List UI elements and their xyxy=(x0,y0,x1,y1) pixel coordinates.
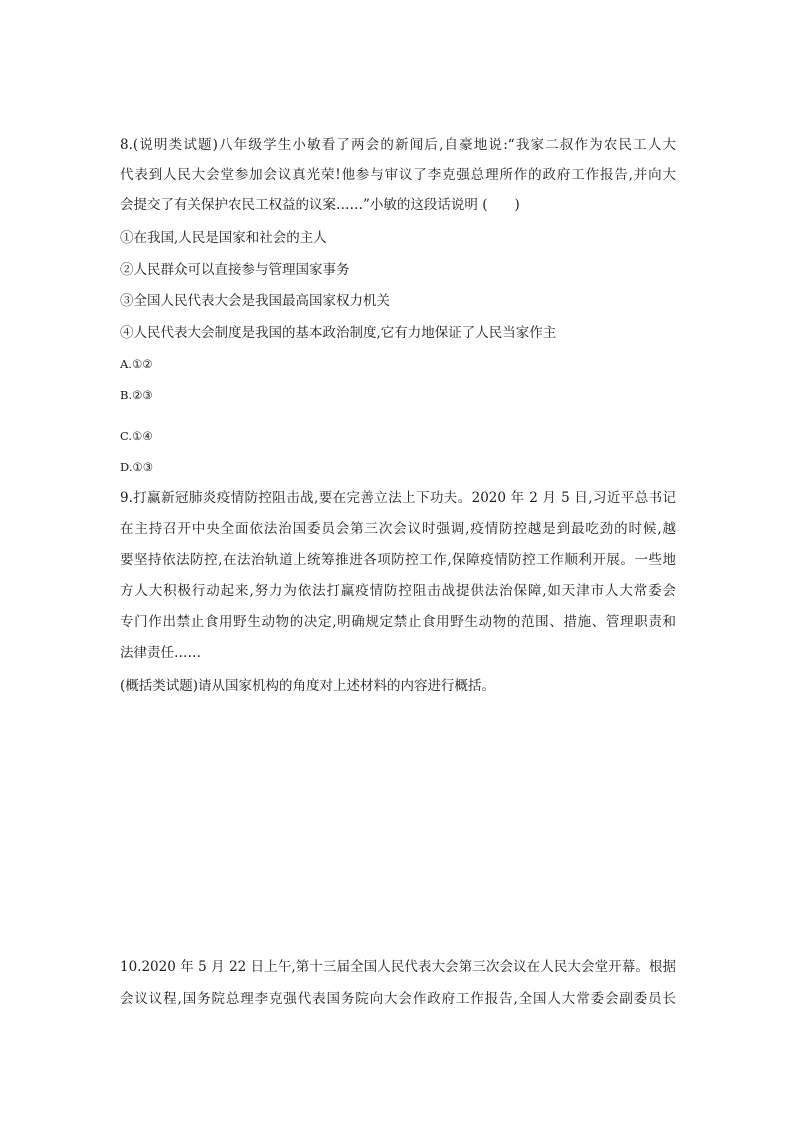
q9-stem-line-1: 9.打赢新冠肺炎疫情防控阻击战,要在完善立法上下功夫。2020 年 2 月 5 日,习近平总书记 xyxy=(120,490,676,506)
q10-stem-line-2: 会议议程,国务院总理李克强代表国务院向大会作政府工作报告,全国人大常委会副委员长 xyxy=(120,991,676,1007)
q9-prompt: (概括类试题)请从国家机构的角度对上述材料的内容进行概括。 xyxy=(120,678,496,694)
q9-stem-line-5: 专门作出禁止食用野生动物的决定,明确规定禁止食用野生动物的范围、措施、管理职责和 xyxy=(120,614,676,630)
q10-stem-line-1: 10.2020 年 5 月 22 日上午,第十三届全国人民代表大会第三次会议在人民大会堂开幕。根据 xyxy=(120,959,676,975)
q8-option-d: D.①③ xyxy=(120,460,154,474)
q8-stem-line-3: 会提交了有关保护农民工权益的议案……”小敏的这段话说明 ( ) xyxy=(120,197,520,213)
q8-option-b: B.②③ xyxy=(120,388,153,402)
q8-statement-3: ③全国人民代表大会是我国最高国家权力机关 xyxy=(120,293,390,309)
q9-stem-line-3: 要坚持依法防控,在法治轨道上统筹推进各项防控工作,保障疫情防控工作顺利开展。一些地 xyxy=(120,552,676,568)
q9-stem-line-4: 方人大积极行动起来,努力为依法打赢疫情防控阻击战提供法治保障,如天津市人大常委会 xyxy=(120,583,676,599)
q8-option-c: C.①④ xyxy=(120,429,153,443)
q8-stem-line-2: 代表到人民大会堂参加会议真光荣!他参与审议了李克强总理所作的政府工作报告,并向大 xyxy=(120,167,676,183)
q9-stem-line-2: 在主持召开中央全面依法治国委员会第三次会议时强调,疫情防控越是到最吃劲的时候,越 xyxy=(120,521,676,537)
q8-statement-1: ①在我国,人民是国家和社会的主人 xyxy=(120,230,327,246)
q8-statement-2: ②人民群众可以直接参与管理国家事务 xyxy=(120,262,350,278)
q8-option-a: A.①② xyxy=(120,357,153,371)
q8-stem-line-1: 8.(说明类试题)八年级学生小敏看了两会的新闻后,自豪地说:“我家二叔作为农民工人大 xyxy=(120,137,676,153)
q9-stem-line-6: 法律责任…… xyxy=(120,645,201,661)
q8-statement-4: ④人民代表大会制度是我国的基本政治制度,它有力地保证了人民当家作主 xyxy=(120,325,557,341)
